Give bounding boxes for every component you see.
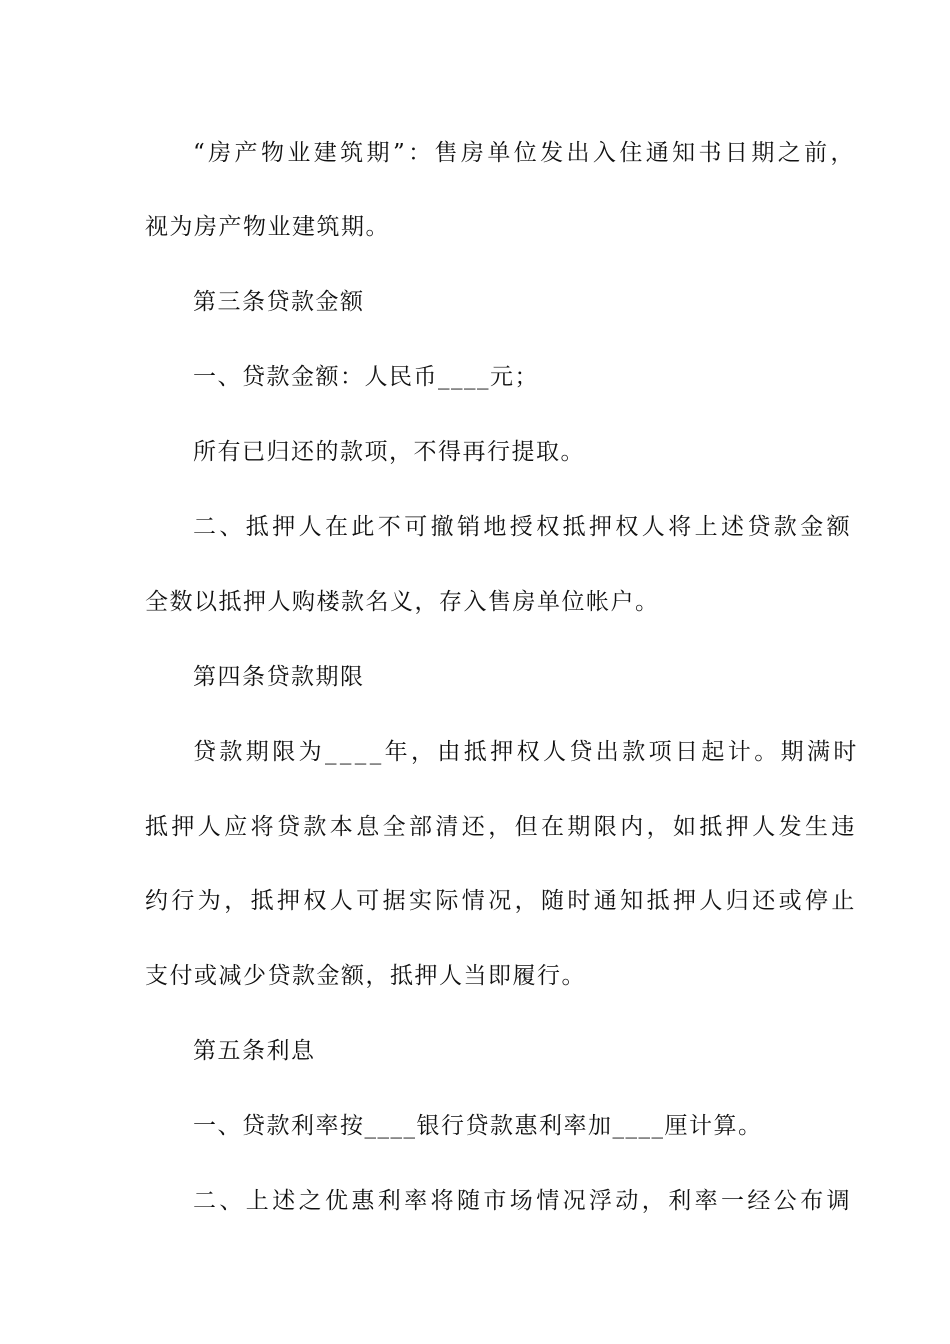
loan-term-line-cont-2: 约行为，抵押权人可据实际情况，随时通知抵押人归还或停止	[145, 888, 858, 914]
authorization-line-cont: 全数以抵押人购楼款名义，存入售房单位帐户。	[145, 589, 660, 615]
floating-rate-line: 二、上述之优惠利率将随市场情况浮动，利率一经公布调	[193, 1188, 853, 1214]
repaid-funds-line: 所有已归还的款项，不得再行提取。	[193, 439, 585, 465]
loan-term-line-cont-3: 支付或减少贷款金额，抵押人当即履行。	[145, 963, 586, 989]
paragraph-line-construction-period: “房产物业建筑期”：售房单位发出入住通知书日期之前，	[193, 140, 857, 166]
authorization-line: 二、抵押人在此不可撤销地授权抵押权人将上述贷款金额	[193, 514, 853, 540]
paragraph-line-construction-period-cont: 视为房产物业建筑期。	[145, 214, 390, 240]
loan-term-line: 贷款期限为____年，由抵押权人贷出款项日起计。期满时	[193, 739, 860, 765]
loan-term-line-cont-1: 抵押人应将贷款本息全部清还，但在期限内，如抵押人发生违	[145, 814, 858, 840]
article-four-heading: 第四条贷款期限	[193, 664, 365, 690]
article-three-heading: 第三条贷款金额	[193, 289, 365, 315]
interest-rate-line: 一、贷款利率按____银行贷款惠利率加____厘计算。	[193, 1113, 763, 1139]
article-five-heading: 第五条利息	[193, 1038, 316, 1064]
loan-amount-line: 一、贷款金额：人民币____元；	[193, 364, 539, 390]
